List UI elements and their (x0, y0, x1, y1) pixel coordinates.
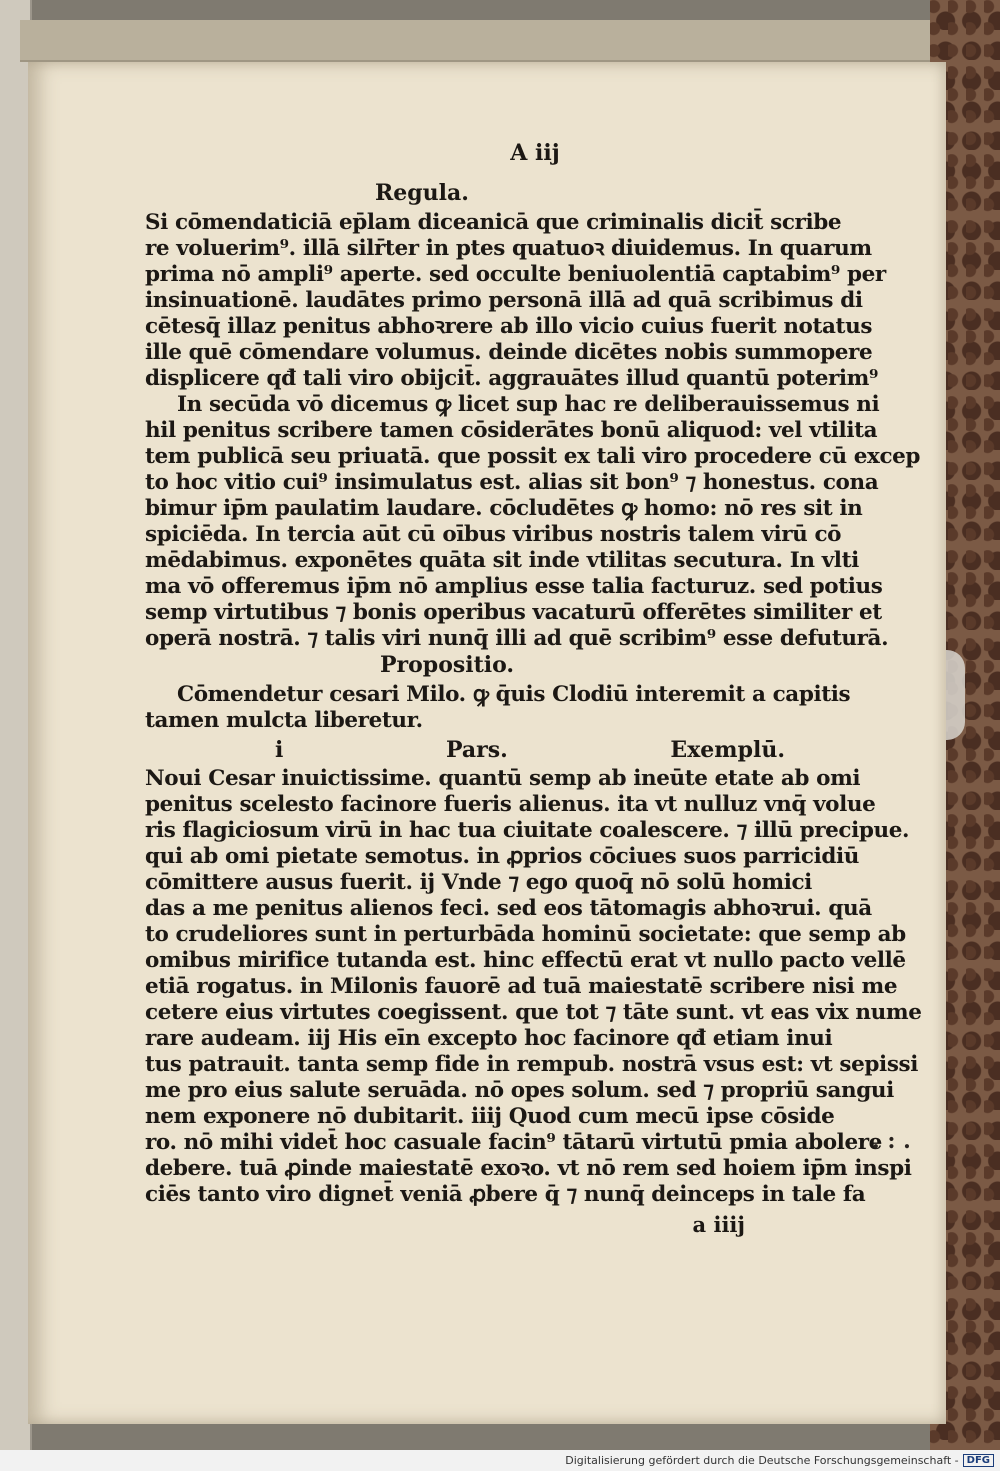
text-line: tus patrauit. tanta semp fide in rempub. nostrā vsus est: vt sepissi (145, 1052, 918, 1077)
heading-regula: Regula. (375, 180, 469, 206)
text-line: etiā rogatus. in Milonis fauorē ad tuā maiestatē scribere nisi me (145, 974, 898, 999)
signature-mark: a iiij (692, 1212, 745, 1237)
paragraph-exemplum (145, 766, 922, 1208)
text-line: Noui Cesar inuictissime. quantū semp ab ineūte etate ab omi (145, 766, 861, 791)
text-line: In secūda vō dicemus ꝙ licet sup hac re deliberauissemus ni (177, 392, 880, 417)
text-line: ro. nō mihi videt̄ hoc casuale facin⁹ tātarū virtutū pmia abolere (145, 1130, 882, 1155)
margin-marks: . : . (872, 1128, 911, 1154)
text-line: ma vō offeremus ip̄m nō amplius esse talia facturuz. sed potius (145, 574, 883, 599)
text-line: prima nō ampli⁹ aperte. sed occulte beniuolentiā captabim⁹ per (145, 262, 886, 287)
footer-credit: Digitalisierung gefördert durch die Deutsche Forschungsgemeinschaft - (565, 1454, 959, 1467)
text-line: omibus mirifice tutanda est. hinc effectū erat vt nullo pacto vellē (145, 948, 906, 973)
text-line: tem publicā seu priuatā. que possit ex tali viro procedere cū excep (145, 444, 921, 469)
text-line: debere. tuā ꝓinde maiestatē exoꝛo. vt nō rem sed hoiem ip̄m inspi (145, 1156, 912, 1181)
text-line: cetere eius virtutes coegissent. que tot ⁊ tāte sunt. vt eas vix nume (145, 1000, 922, 1025)
text-line: cōmittere ausus fuerit. ij Vnde ⁊ ego quoq̄ nō solū homici (145, 870, 812, 895)
text-line: insinuationē. laudātes primo personā illā ad quā scribimus di (145, 288, 863, 313)
text-line: Cōmendetur cesari Milo. ꝙ q̄uis Clodiū interemit a capitis (177, 682, 851, 707)
heading-propositio: Propositio. (380, 652, 515, 678)
text-line: operā nostrā. ⁊ talis viri nunq̄ illi ad quē scribim⁹ esse defuturā. (145, 626, 889, 651)
pars-label: Pars. (445, 737, 508, 763)
page-stack-edge (20, 20, 940, 62)
text-line: me pro eius salute seruāda. nō opes solum. sed ⁊ propriū sangui (145, 1078, 894, 1103)
text-line: spiciēda. In tercia aūt cū oībus viribus nostris talem virū cō (145, 522, 842, 547)
text-line: hil penitus scribere tamen cōsiderātes bonū aliquod: vel vtilita (145, 418, 878, 443)
text-line: qui ab omi pietate semotus. in ꝓprios cōciues suos parricidiū (145, 844, 859, 869)
paragraph-regula (145, 210, 886, 392)
paragraph-propositio (145, 682, 851, 734)
pars-heading-row (275, 736, 785, 764)
text-line: bimur ip̄m paulatim laudare. cōcludētes ꝙ homo: nō res sit in (145, 496, 863, 521)
text-line: ille quē cōmendare volumus. deinde dicētes nobis summopere (145, 340, 873, 365)
text-line: ciēs tanto viro dignet̄ veniā ꝓbere q̄ ⁊ nunq̄ deinceps in tale fa (145, 1182, 866, 1207)
paragraph-secunda (145, 392, 921, 652)
pars-number: i (275, 737, 284, 763)
exemplum-label: Exemplū. (670, 737, 785, 763)
text-line: re voluerim⁹. illā silr̄ter in ptes quatuoꝛ diuidemus. In quarum (145, 236, 872, 261)
text-line: displicere qđ tali viro obijcit̄. aggrauātes illud quantū poterim⁹ (145, 366, 879, 391)
text-line: ris flagiciosum virū in hac tua ciuitate coalescere. ⁊ illū precipue. (145, 818, 910, 843)
footer-bar (0, 1450, 1000, 1471)
dfg-logo[interactable]: DFG (963, 1454, 994, 1467)
text-line: das a me penitus alienos feci. sed eos tātomagis abhoꝛrui. quā (145, 896, 872, 921)
text-line: to hoc vitio cui⁹ insimulatus est. alias sit bon⁹ ⁊ honestus. cona (145, 470, 879, 495)
text-line: nem exponere nō dubitarit. iiij Quod cum mecū ipse cōside (145, 1104, 835, 1129)
text-line: semp virtutibus ⁊ bonis operibus vacaturū offerētes similiter et (145, 600, 882, 625)
page-text (145, 140, 922, 1237)
text-line: to crudeliores sunt in perturbāda hominū societate: que semp ab (145, 922, 906, 947)
text-line: mēdabimus. exponētes quāta sit inde vtilitas secutura. In vlti (145, 548, 859, 573)
text-line: Si cōmendaticiā ep̄lam diceanicā que criminalis dicit̄ scribe (145, 210, 842, 235)
text-line: rare audeam. iij His eīn excepto hoc facinore qđ etiam inui (145, 1026, 833, 1051)
folio: A iij (510, 140, 560, 166)
text-line: penitus scelesto facinore fueris alienus. ita vt nulluz vnq̄ volue (145, 792, 876, 817)
text-line: cētesq̄ illaz penitus abhoꝛrere ab illo vicio cuius fuerit notatus (145, 314, 873, 339)
text-line: tamen mulcta liberetur. (145, 708, 423, 733)
